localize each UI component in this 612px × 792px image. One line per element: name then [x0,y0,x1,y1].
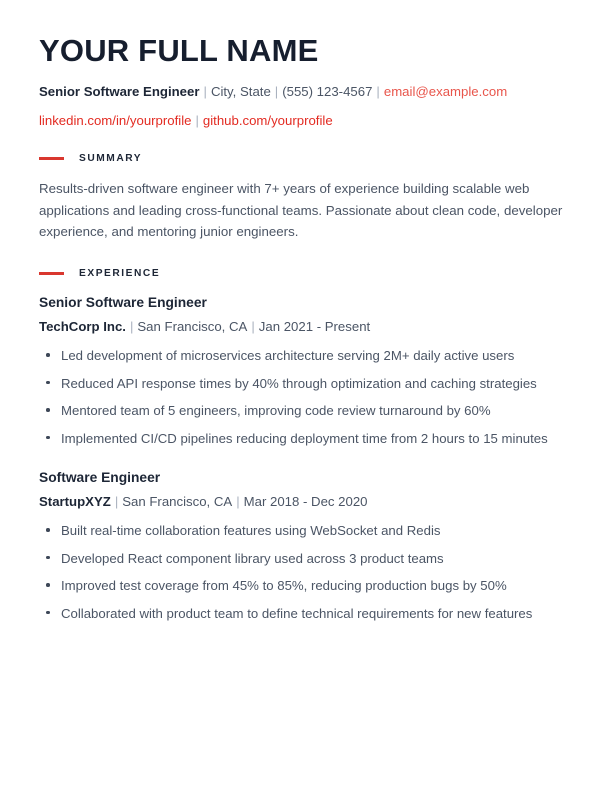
list-item: Implemented CI/CD pipelines reducing deployment time from 2 hours to 15 minutes [39,428,572,449]
job-bullet-list [39,345,572,449]
section-title-summary: SUMMARY [79,152,143,164]
experience-entry [39,468,572,624]
list-item: Reduced API response times by 40% through optimization and caching strategies [39,373,572,394]
job-location: San Francisco, CA [122,493,233,509]
list-item: Improved test coverage from 45% to 85%, reducing production bugs by 50% [39,575,572,596]
job-company: StartupXYZ [39,493,111,509]
profile-links-line [39,111,572,131]
section-title-experience: EXPERIENCE [79,267,161,279]
separator-icon: | [376,83,380,99]
contact-email-link[interactable]: email@example.com [383,83,508,99]
list-item: Mentored team of 5 engineers, improving code review turnaround by 60% [39,400,572,421]
linkedin-link[interactable]: linkedin.com/in/yourprofile [39,113,192,129]
separator-icon: | [251,318,255,334]
github-link[interactable]: github.com/yourprofile [202,113,333,129]
separator-icon: | [114,493,119,509]
job-bullet-list [39,520,572,624]
section-header-summary [39,153,572,164]
experience-entry [39,293,572,449]
separator-icon: | [236,493,240,509]
section-header-experience [39,268,572,279]
job-meta [39,492,572,512]
list-item: Led development of microservices architecture serving 2M+ daily active users [39,345,572,366]
job-meta [39,317,572,337]
job-company: TechCorp Inc. [39,318,126,334]
contact-phone: (555) 123-4567 [282,83,373,99]
separator-icon: | [129,318,134,334]
job-dates: Mar 2018 - Dec 2020 [243,493,368,509]
list-item: Collaborated with product team to define technical requirements for new features [39,603,572,624]
accent-rule-icon [39,157,64,160]
job-title: Senior Software Engineer [39,294,207,310]
list-item: Built real-time collaboration features using WebSocket and Redis [39,520,572,541]
summary-body: Results-driven software engineer with 7+ years of experience building scalable web applications and leading cross-functional teams. Passionate about clean code, developer experience, and mentoring junior engineers. [39,180,563,240]
job-location: San Francisco, CA [137,318,248,334]
separator-icon: | [195,113,199,129]
contact-line [39,82,559,102]
job-title: Software Engineer [39,469,161,485]
accent-rule-icon [39,272,64,275]
page-title: YOUR FULL NAME [39,33,319,68]
list-item: Developed React component library used across 3 product teams [39,548,572,569]
job-dates: Jan 2021 - Present [258,318,371,334]
contact-role: Senior Software Engineer [39,83,200,99]
contact-location: City, State [210,83,271,99]
separator-icon: | [274,83,279,99]
separator-icon: | [203,83,207,99]
